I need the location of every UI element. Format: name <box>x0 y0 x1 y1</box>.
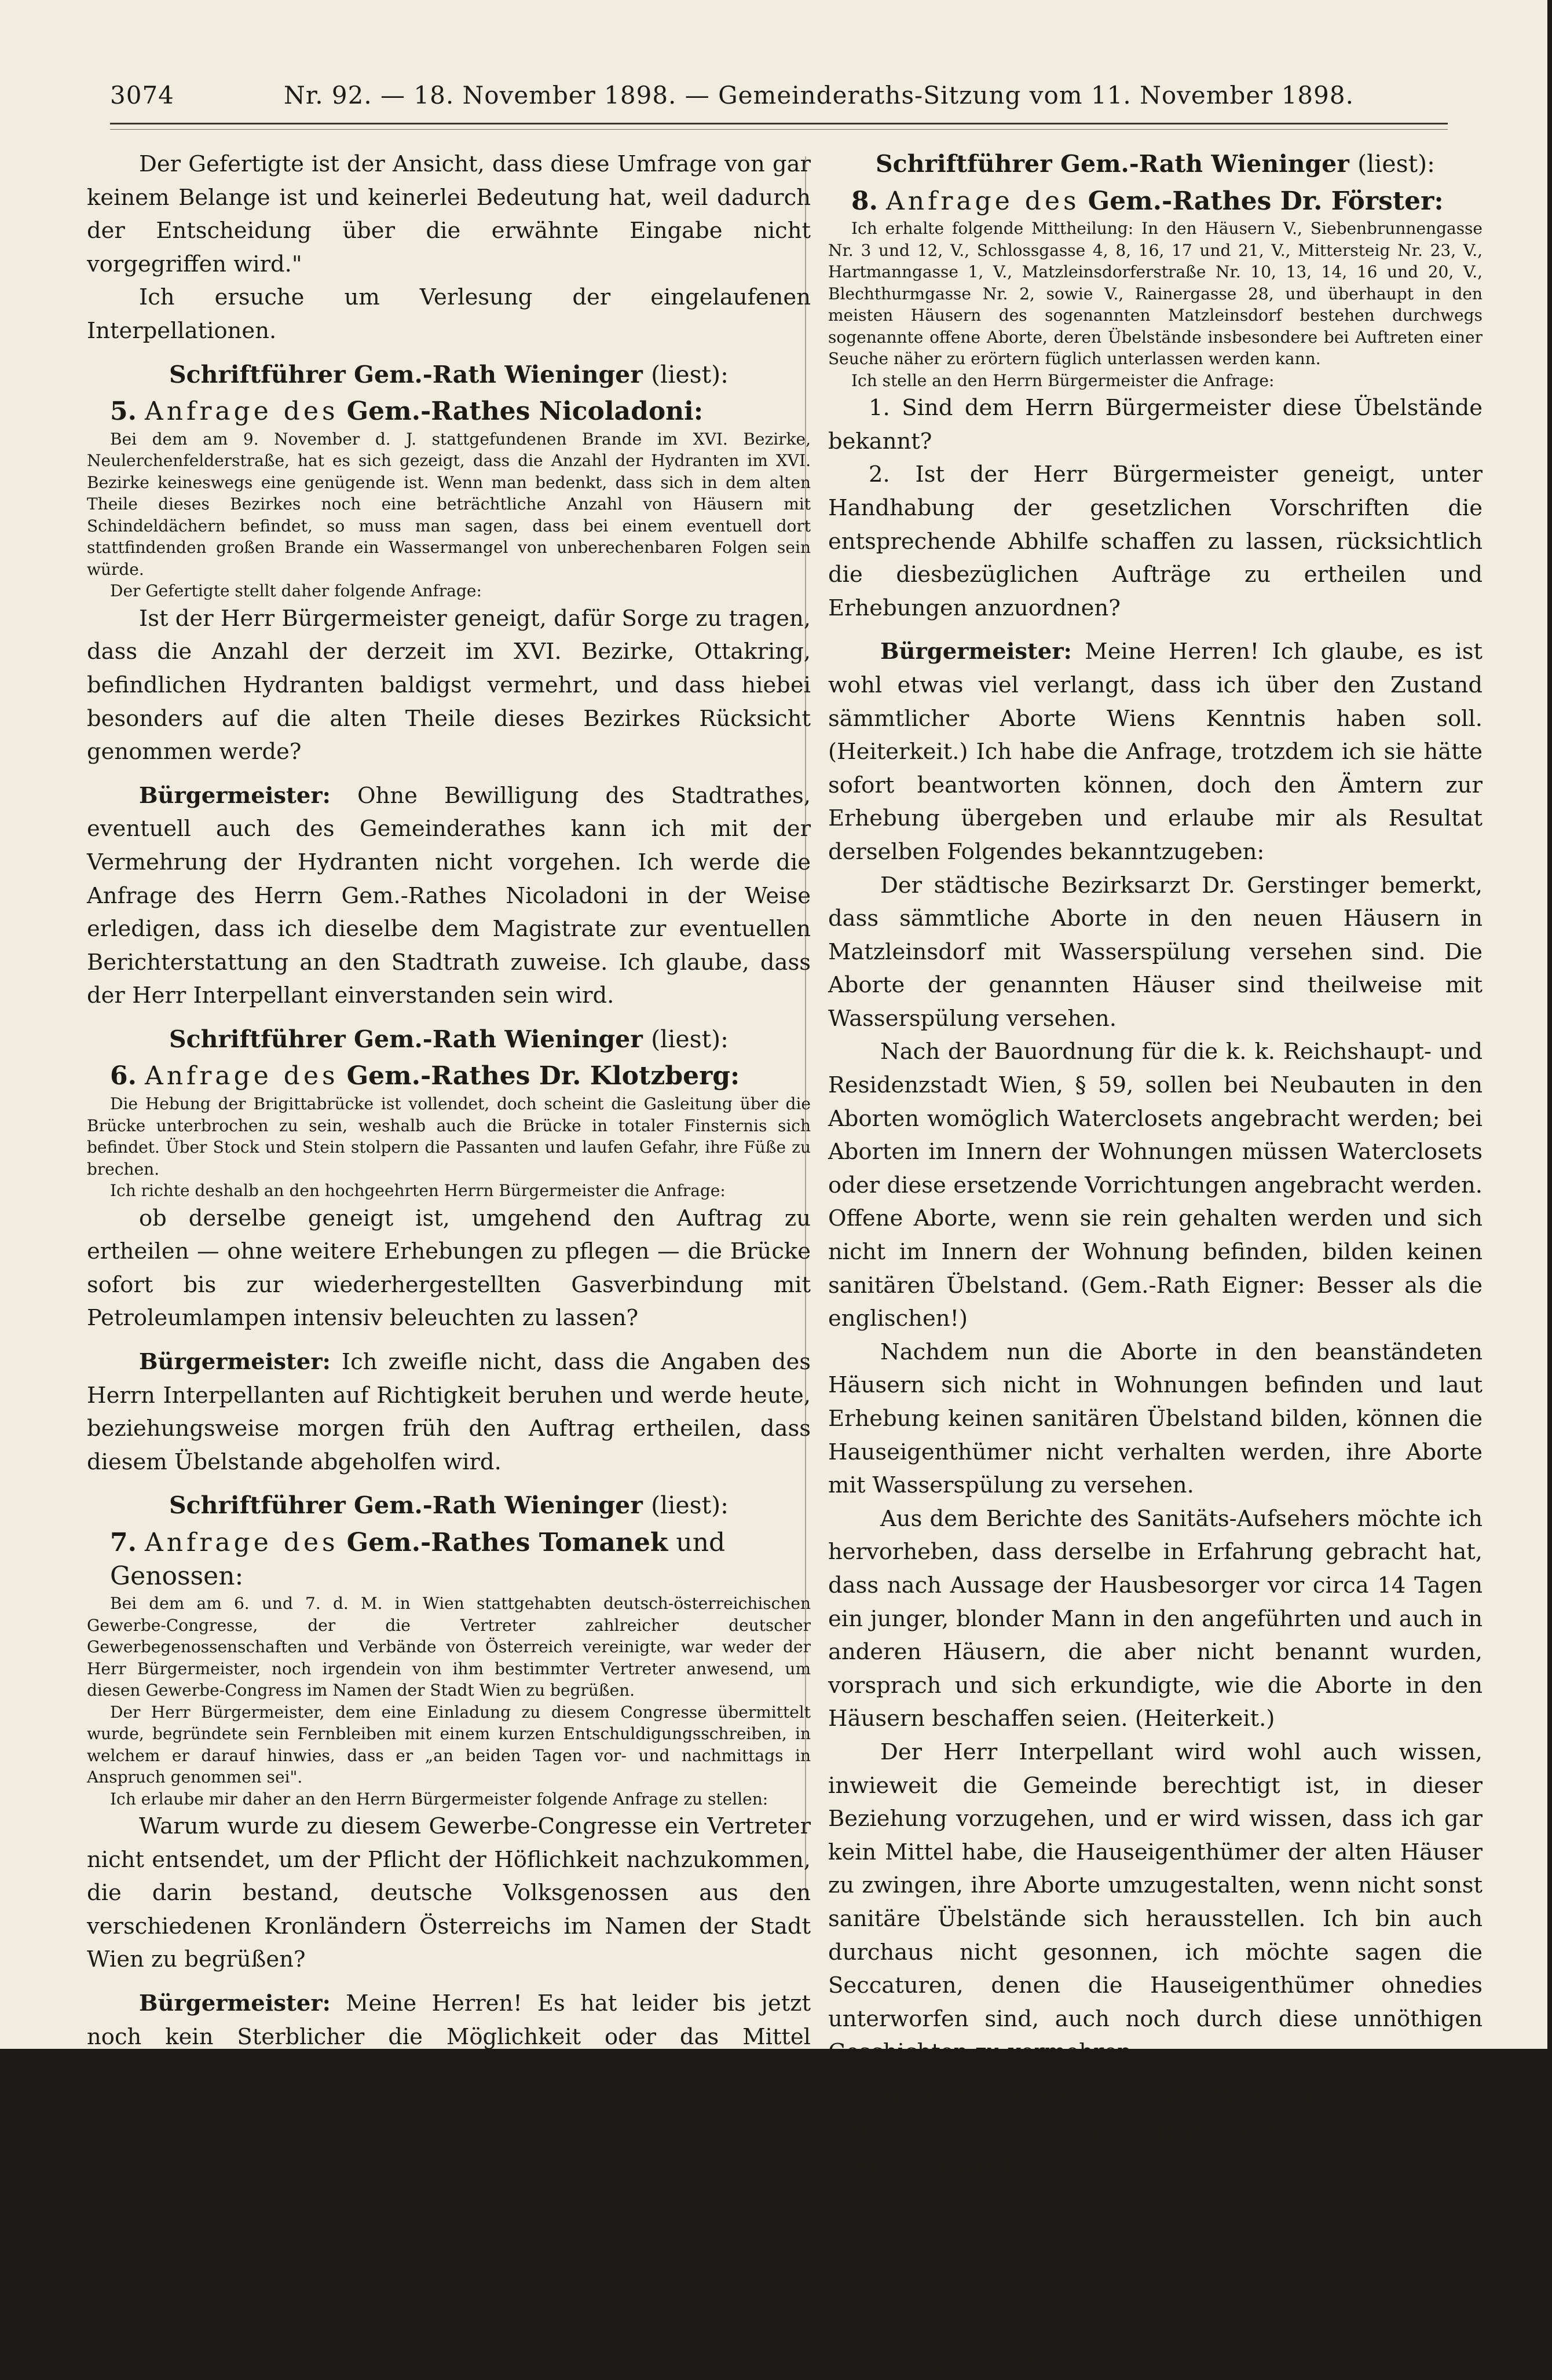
left-column <box>87 148 811 2187</box>
motion-text: In der Sechskrügelgasse im III. Bezirke befindet sich auf der einen Seite die St. Rochuskirche auf der anderen Seite das Gemeindehaus, das magistratische Bezirksamt, der Armenrath und die Bürgerschule. <box>828 2184 1483 2247</box>
paragraph: Der städtische Bezirksarzt Dr. Gerstinger bemerkt, dass sämmtliche Aborte in den neuen Häusern in Matzleinsdorf mit Wasserspülung versehen sind. Die Aborte der genannten Häuser sind theilweise mit Wasserspülung versehen. <box>828 872 1483 1032</box>
paragraph: Aus dem Berichte des Sanitäts-Aufsehers möchte ich hervorheben, dass derselbe in Erfahrung gebracht hat, dass nach Aussage der Hausbesorger vor circa 14 Tagen ein junger, blonder Mann in den angeführten und auch in anderen Häusern, die aber nicht benannt wurden, vorsprach und sich erkundigte, wie die Aborte in den Häusern beschaffen seien. (Heiterkeit.) <box>828 1505 1483 1732</box>
interpellation-text: Der Gefertigte stellt daher folgende Anfrage: <box>110 581 482 601</box>
interpellation-text: Ich stelle an den Herrn Bürgermeister die Anfrage: <box>851 371 1275 390</box>
paragraph: Der Gefertigte ist der Ansicht, dass diese Umfrage von gar keinem Belange ist und keinerlei Bedeutung hat, weil dadurch der Entscheidung über die erwähnte Eingabe nicht vorgegriffen wird." <box>87 151 811 277</box>
mayor-reply: Bürgermeister: Meine Herren! Ich glaube, es ist wohl etwas viel verlangt, dass ich über den Zustand sämmtlicher Aborte Wiens Kenntnis haben soll. (Heiterkeit.) Ich habe die Anfrage, trotzdem ich sie hätte sofort beantworten können, doch den Ämtern zur Erhebung übergeben und erlaube mir als Resultat derselben Folgendes bekanntzugeben: <box>828 639 1483 865</box>
page-header <box>110 81 1454 116</box>
interpellation-title: 8. Anfrage des Gem.-Rathes Dr. Förster: <box>851 186 1444 216</box>
interpellation-title: 5. Anfrage des Gem.-Rathes Nicoladoni: <box>110 397 704 427</box>
paragraph: Nachdem nun die Aborte in den beanständeten Häusern sich nicht in Wohnungen befinden und laut Erhebung keinen sanitären Übelstand bilden, können die Hauseigenthümer nicht verhalten werden, ihre Aborte mit Wasserspülung zu versehen. <box>828 1338 1483 1499</box>
section-heading: Schriftführer Gem.-Rath Wieninger (liest): <box>876 2081 1435 2110</box>
interpellation-question: Ist der Herr Bürgermeister geneigt, dafür Sorge zu tragen, dass die Anzahl der derzeit im XVI. Bezirke, Ottakring, befindlichen Hydranten baldigst vermehrt, und dass hiebei besonders auf die alten Theile dieses Bezirkes Rücksicht genommen werde? <box>87 605 811 765</box>
interpellation-text: Bei dem am 9. November d. J. stattgefundenen Brande im XVI. Bezirke, Neulerchenfelderstraße, hat es sich gezeigt, dass die Anzahl der Hydranten im XVI. Bezirke keineswegs eine genügende ist. Wenn man bedenkt, dass sich in dem alten Theile dieses Bezirkes noch eine beträchtliche Anzahl von Häusern mit Schindeldächern befindet, so muss man sagen, dass bei einem eventuell dort stattfindenden großen Brande ein Wassermangel von unberechenbaren Folgen sein würde. <box>87 429 811 579</box>
mayor-reply: Bürgermeister: Meine Herren! Es hat leider bis jetzt noch kein Sterblicher die Möglichkeit oder das Mittel gefunden, dass man gleichzeitig an zwei verschiedenen Orten sein kann. Es bleibt daher nichts anderes übrig, als dass man sich dort, wo man nicht hingeht, höflich entschuldigt, und das habe ich auch in dem vorliegenden Falle gethan. <box>87 1990 811 2184</box>
interpellation-text: Die Hebung der Brigittabrücke ist vollendet, doch scheint die Gasleitung über die Brücke unterbrochen zu sein, weshalb auch die Brücke in totaler Finsternis sich befindet. Über Stock und Stein stolpern die Passanten und laufen Gefahr, ihre Füße zu brechen. <box>87 1094 811 1179</box>
header-rule <box>110 123 1448 130</box>
mayor-reply: Bürgermeister: An den Stadtrath. <box>880 2350 1281 2377</box>
interpellation-text: Ich richte deshalb an den hochgeehrten Herrn Bürgermeister die Anfrage: <box>110 1181 726 1201</box>
interpellation-title: 7. Anfrage des Gem.-Rathes Tomanek und Genossen: <box>110 1527 726 1591</box>
interpellation-text: Der Herr Bürgermeister, dem eine Einladung zu diesem Congresse übermittelt wurde, begründete sein Fernbleiben mit einem kurzen Entschuldigungsschreiben, in welchem er darauf hinwies, dass er „an beiden Tagen vor- und nachmittags in Anspruch genommen sei". <box>87 1702 811 1787</box>
question-item: 1. Sind dem Herrn Bürgermeister diese Übelstände bekannt? <box>828 395 1483 454</box>
right-column <box>828 148 1483 2380</box>
motion-text: Ich erlaube mir daher den Antrag zu stellen: <box>851 2249 1218 2269</box>
section-heading: Schriftführer Gem.-Rath Wieninger (liest): <box>169 360 729 388</box>
paragraph: Nach der Bauordnung für die k. k. Reichshaupt- und Residenzstadt Wien, § 59, sollen bei Neubauten in den Aborten womöglich Waterclosets angebracht werden; bei Aborten im Innern der Wohnungen müssen Waterclosets oder diese ersetzende Vorrichtungen angebracht werden. Offene Aborte, wenn sie rein gehalten werden und sich nicht im Innern der Wohnung befinden, bilden keinen sanitären Übelstand. (Gem.-Rath Eigner: Besser als die englischen!) <box>828 1039 1483 1332</box>
section-heading: Schriftführer Gem.-Rath Wieninger (liest): <box>169 1491 729 1520</box>
interpellation-title: 6. Anfrage des Gem.-Rathes Dr. Klotzberg: <box>110 1061 740 1091</box>
interpellation-text: Ich erhalte folgende Mittheilung: In den Häusern V., Siebenbrunnengasse Nr. 3 und 12, V., Schlossgasse 4, 8, 16, 17 und 21, V., Mittersteig Nr. 23, V., Hartmanngasse 1, V., Matzleinsdorferstraße Nr. 10, 13, 14, 16 und 20, V., Blechthurmgasse Nr. 2, sowie V., Rainergasse 28, und überhaupt in den meisten Häusern des sogenannten Matzleinsdorf bestehen durchwegs sogenannte offene Aborte, deren Übelstände insbesondere bei Auftreten einer Seuche näher zu erörtern füglich unterlassen werden kann. <box>828 219 1483 369</box>
paragraph: Der Herr Interpellant wird wohl auch wissen, inwieweit die Gemeinde berechtigt ist, in dieser Beziehung vorzugehen, und er wird wissen, dass ich gar kein Mittel habe, die Hauseigenthümer der alten Häuser zu zwingen, ihre Aborte umzugestalten, wenn nicht sonst sanitäre Übelstände sich herausstellen. Ich bin auch durchaus nicht gesonnen, ich möchte sagen die Seccaturen, denen die Hauseigenthümer ohnedies unterworfen sind, auch noch durch diese unnöthigen Geschichten zu vermehren. <box>828 1739 1483 2066</box>
mayor-reply: Bürgermeister: Ohne Bewilligung des Stadtrathes, eventuell auch des Gemeinderathes kann ich mit der Vermehrung der Hydranten nicht vorgehen. Ich werde die Anfrage des Herrn Gem.-Rathes Nicoladoni in der Weise erledigen, dass ich dieselbe dem Magistrate zur eventuellen Berichterstattung an den Stadtrath zuweise. Ich glaube, dass der Herr Interpellant einverstanden sein wird. <box>87 782 811 1009</box>
running-title: Nr. 92. — 18. November 1898. — Gemeinderaths-Sitzung vom 11. November 1898. <box>284 81 1354 109</box>
page-number: 3074 <box>110 81 174 109</box>
interpellation-question: ob derselbe geneigt ist, umgehend den Auftrag zu ertheilen — ohne weitere Erhebungen zu pflegen — die Brücke sofort bis zur wiederhergestellten Gasverbindung mit Petroleumlampen intensiv beleuchten zu lassen? <box>87 1205 811 1332</box>
section-heading: Schriftführer Gem.-Rath Wieninger (liest): <box>876 150 1435 178</box>
interpellation-question: Warum wurde zu diesem Gewerbe-Congresse ein Vertreter nicht entsendet, um der Pflicht der Höflichkeit nachzukommen, die darin bestand, deutsche Volksgenossen aus den verschiedenen Kronländern Österreichs im Namen der Stadt Wien zu begrüßen? <box>87 1813 811 1973</box>
interpellation-text: Ich erlaube mir daher an den Herrn Bürgermeister folgende Anfrage zu stellen: <box>110 1789 768 1809</box>
paragraph: Ich ersuche um Verlesung der eingelaufenen Interpellationen. <box>87 284 811 344</box>
motion-request: Es sei die Sechskrügelgasse der ganzen Länge nach mit geräuschlosem Pflaster zu versehen. <box>828 2273 1483 2333</box>
mayor-reply: Bürgermeister: Ich zweifle nicht, dass die Angaben des Herrn Interpellanten auf Richtigkeit beruhen und werde heute, beziehungsweise morgen früh den Auftrag ertheilen, dass diesem Übelstande abgeholfen wird. <box>87 1348 811 1475</box>
interpellation-text: Bei dem am 6. und 7. d. M. in Wien stattgehabten deutsch-österreichischen Gewerbe-Congresse, der die Vertreter zahlreicher deutscher Gewerbegenossenschaften und Verbände von Österreich vereinigte, war weder der Herr Bürgermeister, noch irgendein von ihm bestimmter Vertreter anwesend, um diesen Gewerbe-Congress im Namen der Stadt Wien zu begrüßen. <box>87 1594 811 1700</box>
section-heading: Schriftführer Gem.-Rath Wieninger (liest): <box>169 1025 729 1053</box>
question-item: 2. Ist der Herr Bürgermeister geneigt, unter Handhabung der gesetzlichen Vorschriften die entsprechende Abhilfe schaffen zu lassen, rücksichtlich die diesbezüglichen Aufträge zu ertheilen und Erhebungen anzuordnen? <box>828 461 1483 621</box>
motion-title: 9. Antrag des Gem.-Rathes Martin Schneeweiß und Genossen: <box>851 2118 1361 2181</box>
